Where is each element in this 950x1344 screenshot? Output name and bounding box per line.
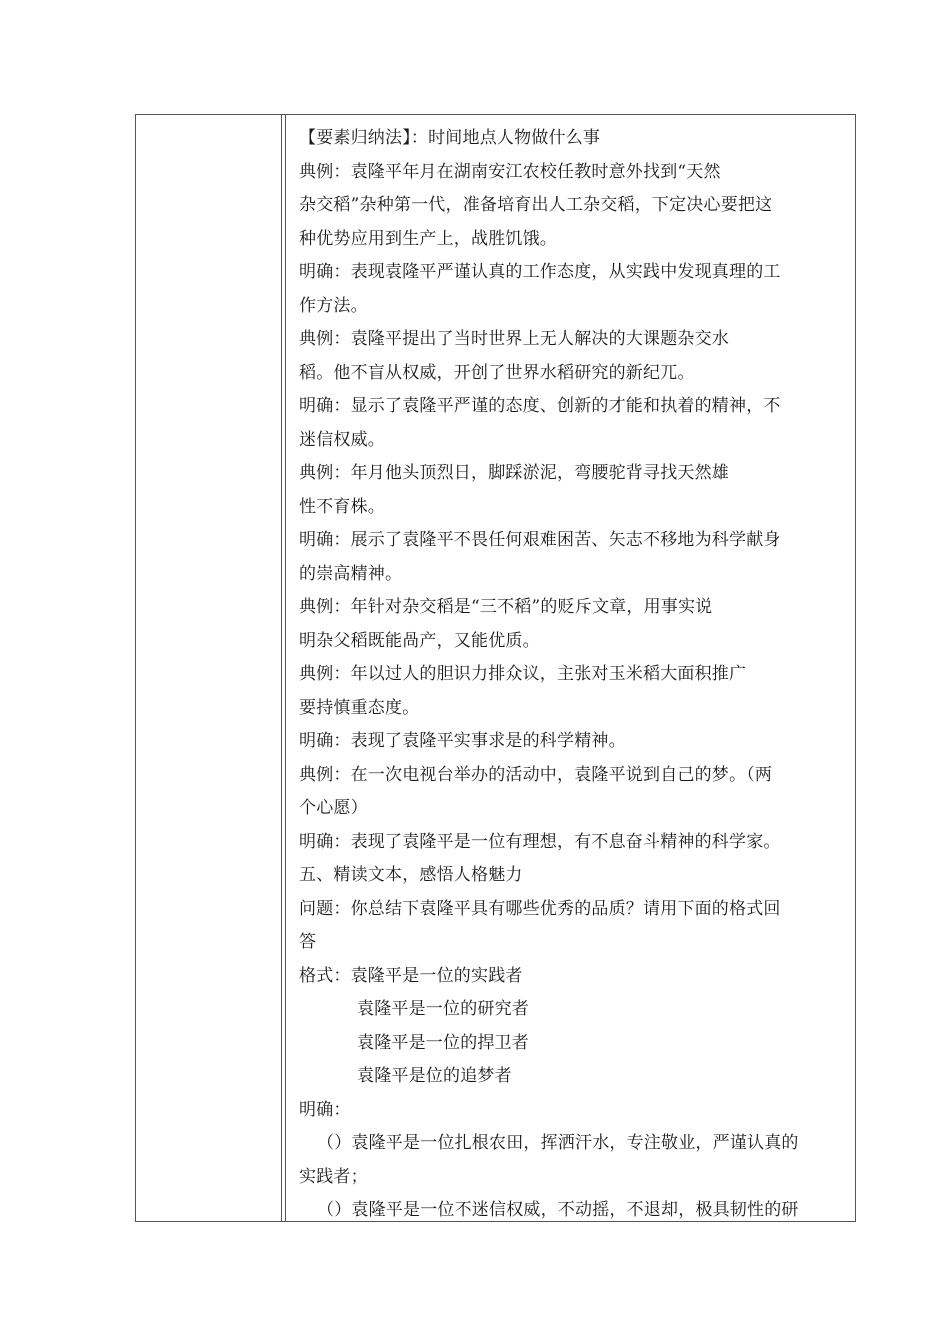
text-line: 格式：袁隆平是一位的实践者 bbox=[299, 965, 523, 986]
text-line: 实践者； bbox=[299, 1166, 368, 1187]
text-line: 明确：表现了袁隆平实事求是的科学精神。 bbox=[299, 731, 626, 751]
text-line: 杂交稻”杂种第一代，准备培育出人工杂交稻，下定决心要把这 bbox=[299, 195, 773, 215]
text-line: 明确：显示了袁隆平严谨的态度、创新的才能和执着的精神，不 bbox=[299, 396, 781, 416]
text-line: 要持慎重态度。 bbox=[299, 697, 420, 718]
text-line: 明确：表现袁隆平严谨认真的工作态度，从实践中发现真理的工 bbox=[299, 262, 781, 282]
text-line: 作方法。 bbox=[299, 295, 368, 316]
text-line: 明杂父稻既能咼产，又能优质。 bbox=[299, 630, 540, 651]
text-line: 明确：展示了袁隆平不畏任何艰难困苦、矢志不移地为科学献身 bbox=[299, 530, 781, 550]
lesson-table bbox=[135, 114, 856, 1222]
text-line: 典例：在一次电视台举办的活动中，袁隆平说到自己的梦。（两 bbox=[299, 764, 773, 785]
text-line: 迷信权威。 bbox=[299, 429, 385, 450]
text-line: 答 bbox=[299, 932, 317, 952]
text-line: 典例：年针对杂交稻是“三不稻”的贬斥文章，用事实说 bbox=[299, 597, 713, 617]
text-line: 典例：袁隆平提出了当时世界上无人解决的大课题杂交水 bbox=[299, 329, 729, 349]
text-line: 典例：袁隆平年月在湖南安江农校任教时意外找到“天然 bbox=[299, 161, 721, 182]
table-right-cell bbox=[285, 115, 855, 1221]
lesson-content bbox=[299, 122, 859, 1228]
text-line: 的崇高精神。 bbox=[299, 563, 403, 584]
text-line: 袁隆平是一位的研究者 bbox=[357, 999, 529, 1019]
text-line: 典例：年以过人的胆识力排众议，主张对玉米稻大面积推广 bbox=[299, 664, 747, 684]
text-line: （）袁隆平是一位扎根农田，挥洒汗水，专注敬业，严谨认真的 bbox=[317, 1133, 799, 1153]
text-line: 性不育株。 bbox=[299, 496, 385, 517]
text-line: （）袁隆平是一位不迷信权威，不动摇，不退却，极具韧性的研 bbox=[317, 1200, 799, 1220]
text-line: 明确：表现了袁隆平是一位有理想，有不息奋斗精神的科学家。 bbox=[299, 831, 781, 852]
text-line: 稻。他不盲从权威，开创了世界水稻研究的新纪兀。 bbox=[299, 362, 695, 383]
text-line: 五、精读文本，感悟人格魅力 bbox=[299, 865, 523, 885]
text-line: 袁隆平是位的追梦者 bbox=[357, 1066, 512, 1086]
text-line: 问题：你总结下袁隆平具有哪些优秀的品质？请用下面的格式回 bbox=[299, 898, 781, 919]
text-line: 典例：年月他头顶烈日，脚踩淤泥，弯腰驼背寻找天然雄 bbox=[299, 463, 729, 483]
text-line: 种优势应用到生产上，战胜饥饿。 bbox=[299, 228, 557, 249]
text-line: 明确： bbox=[299, 1099, 351, 1120]
text-line: 【要素归纳法】：时间地点人物做什么事 bbox=[299, 128, 601, 148]
table-left-cell bbox=[136, 115, 282, 1221]
text-line: 个心愿） bbox=[299, 798, 368, 818]
text-line: 袁隆平是一位的捍卫者 bbox=[357, 1032, 529, 1053]
